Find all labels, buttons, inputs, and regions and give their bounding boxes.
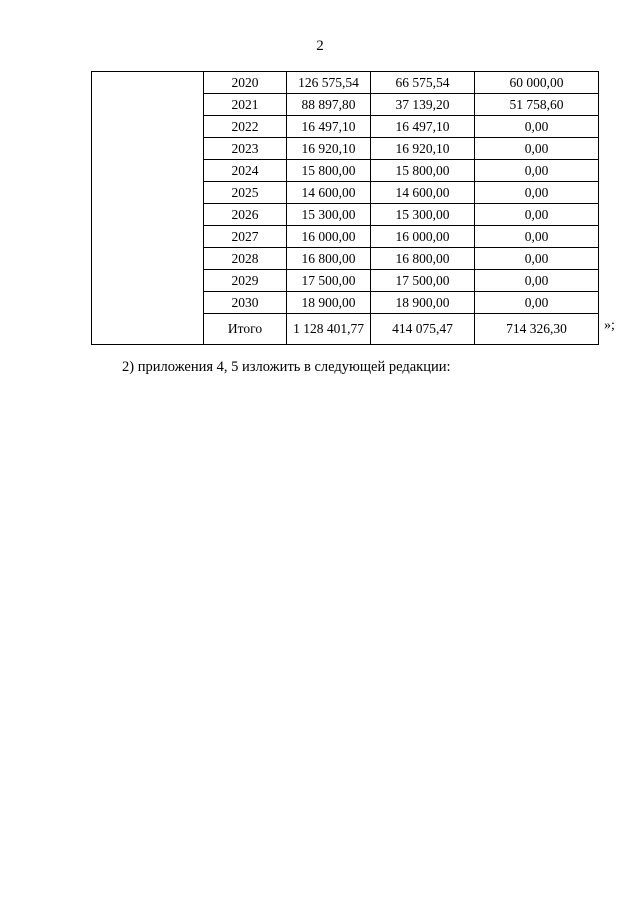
amount-cell: 16 000,00 [371, 226, 475, 248]
year-cell: 2028 [204, 248, 287, 270]
amount-cell: 60 000,00 [475, 72, 599, 94]
total-cell: 16 920,10 [287, 138, 371, 160]
amount-cell: 0,00 [475, 292, 599, 314]
amount-cell: 16 800,00 [371, 248, 475, 270]
amount-cell: 15 300,00 [371, 204, 475, 226]
total-cell: 15 300,00 [287, 204, 371, 226]
year-cell: 2026 [204, 204, 287, 226]
total-label-cell: Итого [204, 314, 287, 345]
amount-cell: 0,00 [475, 182, 599, 204]
page-number: 2 [316, 38, 324, 54]
amount-cell: 14 600,00 [371, 182, 475, 204]
total-cell: 15 800,00 [287, 160, 371, 182]
total-cell: 16 000,00 [287, 226, 371, 248]
amount-cell: 37 139,20 [371, 94, 475, 116]
total-cell: 17 500,00 [287, 270, 371, 292]
table-body [92, 72, 599, 345]
amount-cell: 66 575,54 [371, 72, 475, 94]
amount-cell: 0,00 [475, 204, 599, 226]
amount-cell: 0,00 [475, 116, 599, 138]
amount-cell: 16 497,10 [371, 116, 475, 138]
year-cell: 2020 [204, 72, 287, 94]
amount-cell: 51 758,60 [475, 94, 599, 116]
table-row [92, 72, 599, 94]
amount-cell: 17 500,00 [371, 270, 475, 292]
closing-quote-mark: »; [604, 318, 615, 333]
merged-label-cell [92, 72, 204, 345]
total-cell: 1 128 401,77 [287, 314, 371, 345]
year-cell: 2027 [204, 226, 287, 248]
year-cell: 2022 [204, 116, 287, 138]
amount-cell: 0,00 [475, 226, 599, 248]
total-cell: 16 497,10 [287, 116, 371, 138]
amendment-paragraph: 2) приложения 4, 5 изложить в следующей редакции: [122, 359, 451, 375]
year-cell: 2023 [204, 138, 287, 160]
amount-cell: 0,00 [475, 248, 599, 270]
total-cell: 14 600,00 [287, 182, 371, 204]
amount-cell: 18 900,00 [371, 292, 475, 314]
year-cell: 2024 [204, 160, 287, 182]
financing-table [91, 71, 599, 345]
year-cell: 2025 [204, 182, 287, 204]
total-cell: 18 900,00 [287, 292, 371, 314]
total-cell: 16 800,00 [287, 248, 371, 270]
year-cell: 2021 [204, 94, 287, 116]
total-cell: 88 897,80 [287, 94, 371, 116]
amount-cell: 714 326,30 [475, 314, 599, 345]
year-cell: 2029 [204, 270, 287, 292]
amount-cell: 15 800,00 [371, 160, 475, 182]
amount-cell: 0,00 [475, 160, 599, 182]
amount-cell: 0,00 [475, 270, 599, 292]
amount-cell: 414 075,47 [371, 314, 475, 345]
year-cell: 2030 [204, 292, 287, 314]
amount-cell: 0,00 [475, 138, 599, 160]
total-cell: 126 575,54 [287, 72, 371, 94]
amount-cell: 16 920,10 [371, 138, 475, 160]
